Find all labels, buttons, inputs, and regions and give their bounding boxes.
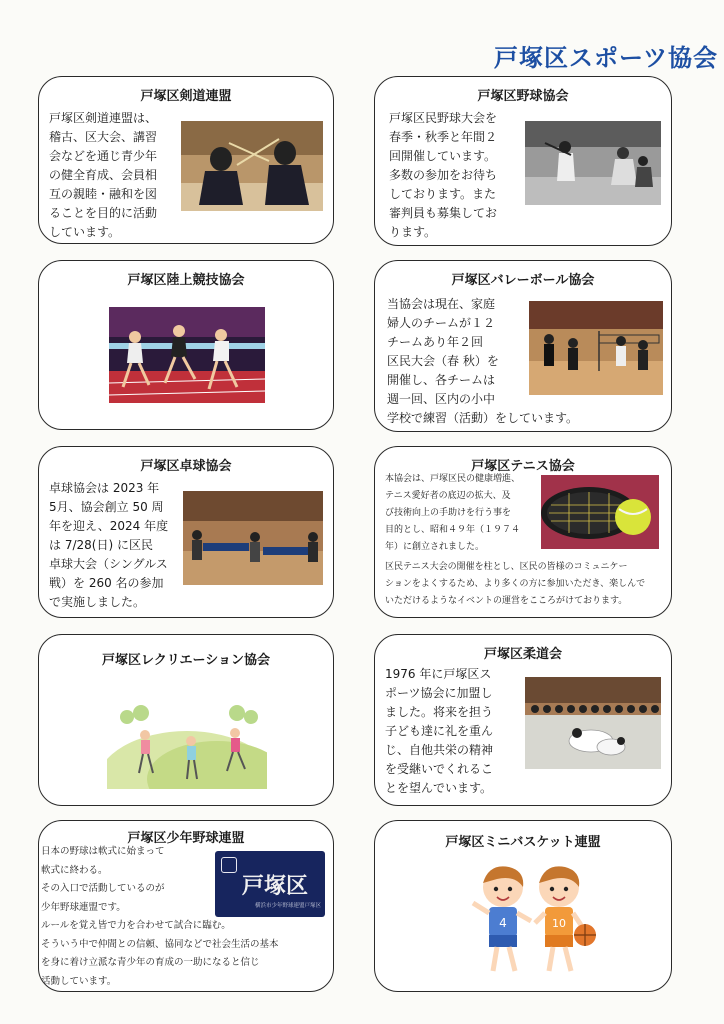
judo-photo-icon [525, 677, 661, 769]
tennis-card [374, 446, 672, 618]
baseball-title: 戸塚区野球協会 [477, 89, 569, 104]
youth-baseball-title: 戸塚区少年野球連盟 [127, 831, 245, 846]
recreation-title: 戸塚区レクリエーション協会 [102, 653, 270, 668]
tennis-title: 戸塚区テニス協会 [471, 459, 575, 474]
baseball-card [374, 76, 672, 246]
volleyball-title: 戸塚区バレーボール協会 [451, 273, 595, 288]
kendo-photo-icon [181, 121, 323, 211]
table-tennis-title: 戸塚区卓球協会 [140, 459, 232, 474]
baseball-text: 戸塚区民野球大会を 春季・秋季と年間２ 回開催しています。 多数の参加をお待ち しております。また 審判員も募集してお ります。 [389, 111, 498, 239]
recreation-card [38, 634, 334, 806]
volleyball-card [374, 260, 672, 432]
page-title: 戸塚区スポーツ協会 [493, 44, 718, 72]
kendo-card [38, 76, 334, 244]
table-tennis-card [38, 446, 334, 618]
judo-text: 1976 年に戸塚区ス ポーツ協会に加盟し ました。将来を担う 子ども達に礼を重ん じ、自他共栄の精神 を受継いでくれるこ とを望んでいます。 [385, 667, 494, 795]
judo-card [374, 634, 672, 806]
youth-baseball-emblem-icon [215, 851, 325, 917]
minibasket-card [374, 820, 672, 992]
tennis-text-last: 区民テニス大会の開催を柱とし、区民の皆様のコミュニケー ションをよくするため、より多くの方に参加いただき、楽しんで いただけるようなイベントの運営をこころがけております。 [385, 562, 646, 606]
athletics-card [38, 260, 334, 430]
table-tennis-photo-icon [183, 491, 323, 585]
judo-title: 戸塚区柔道会 [483, 647, 562, 662]
running-photo-icon [109, 307, 265, 403]
emblem-subtext: 横浜市少年野球連盟戸塚区 [254, 903, 321, 909]
kendo-text: 戸塚区剣道連盟は、 稽古、区大会、講習 会などを通じ青少年 の健全育成、会員相 互の親睦・融和を図 ることを目的に活動 しています。 [49, 111, 158, 239]
youth-baseball-text: 日本の野球は軟式に始まって 軟式に終わる。 その入口で活動しているのが 少年野球連盟です。 ルールを覚え皆で力を合わせて試合に臨む。 そういう中で仲間との信頼、協同などで社会生活の基本 を身に着け立派な青少年の育成の一助になると信じ 活動しています。 [41, 846, 279, 987]
youth-baseball-card [38, 820, 334, 992]
tennis-text: 本協会は、戸塚区民の健康増進、 テニス愛好者の底辺の拡大、及 び技術向上の手助けを行う事を 目的とし、昭和４９年（１９７４ 年）に創立されました。 [385, 474, 521, 552]
emblem-text: 戸塚区 [241, 873, 308, 899]
athletics-title: 戸塚区陸上競技協会 [127, 273, 245, 288]
minibasket-title: 戸塚区ミニバスケット連盟 [445, 835, 601, 850]
baseball-photo-icon [525, 121, 661, 205]
volleyball-text: 当協会は現在、家庭 婦人のチームが１２ チームあり年２回 区民大会（春 秋）を 開催し、各チームは 週一回、区内の小中 [387, 297, 499, 406]
table-tennis-text: 卓球協会は 2023 年 5月、協会創立 50 周 年を迎え、2024 年度 は 7/28(日) に区民 卓球大会（シングルス 戦）を 260 名の参加 で実施しました。 [49, 481, 169, 609]
jersey-right-number: 10 [552, 917, 566, 930]
kendo-title: 戸塚区剣道連盟 [140, 89, 232, 104]
volleyball-photo-icon [529, 301, 663, 395]
jersey-left-number: 4 [499, 916, 507, 930]
tennis-racket-photo-icon [541, 475, 659, 549]
hiking-illustration-icon [107, 683, 267, 789]
volleyball-text-last: 学校で練習（活動）をしています。 [387, 411, 579, 425]
basketball-kids-illustration-icon [459, 861, 599, 979]
